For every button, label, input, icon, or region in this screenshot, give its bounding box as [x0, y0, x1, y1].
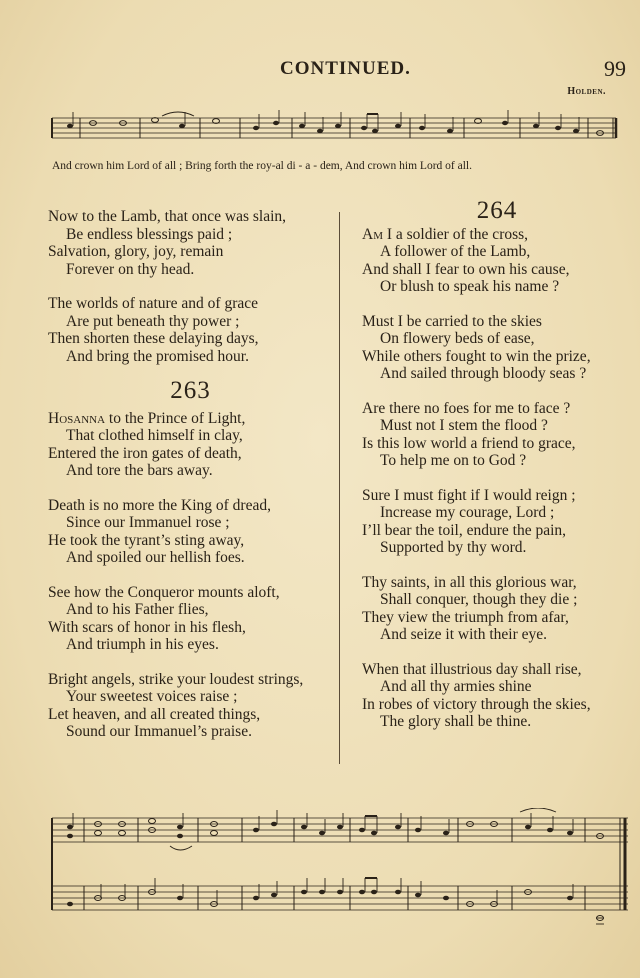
verse-line: They view the triumph from afar, — [362, 608, 569, 626]
verse-line: Must not I stem the flood ? — [380, 417, 548, 434]
verse-line: And tore the bars away. — [66, 462, 213, 479]
stanza — [48, 410, 333, 480]
verse-line: And seize it with their eye. — [380, 626, 548, 643]
verse-line: Forever on thy head. — [66, 260, 195, 278]
verse-line: And to his Father flies, — [66, 601, 209, 618]
hymn-number: 263 — [170, 377, 211, 404]
stanza — [48, 208, 333, 278]
verse-line: Sound our Immanuel’s praise. — [66, 723, 252, 740]
tune-name: Holden. — [567, 86, 606, 97]
hymn-first-word: Am — [362, 225, 383, 243]
verse-line — [48, 410, 333, 428]
verse-line: Are put beneath thy power ; — [66, 312, 240, 330]
verse-line: See how the Conqueror mounts aloft, — [48, 583, 280, 601]
verse-line: With scars of honor in his flesh, — [48, 618, 246, 636]
stanza — [362, 400, 632, 470]
verse-line: Must I be carried to the skies — [362, 312, 542, 330]
page-header — [0, 58, 640, 88]
right-column — [362, 197, 632, 748]
stanza — [48, 497, 333, 567]
stanza — [48, 584, 333, 654]
verse-line: Let heaven, and all created things, — [48, 705, 261, 723]
verse-line: And bring the promised hour. — [66, 347, 249, 365]
verse-line: Thy saints, in all this glorious war, — [362, 573, 577, 591]
verse-line: Salvation, glory, joy, remain — [48, 243, 224, 260]
verse-line: And shall I fear to own his cause, — [362, 260, 570, 278]
verse-line: Your sweetest voices raise ; — [66, 688, 238, 705]
verse-line: Are there no foes for me to face ? — [362, 399, 571, 417]
page-title: CONTINUED. — [280, 58, 411, 79]
verse-line: He took the tyrant’s sting away, — [48, 531, 245, 549]
verse-line: And all thy armies shine — [380, 678, 532, 695]
verse-line: Be endless blessings paid ; — [66, 225, 233, 243]
stanza — [48, 295, 333, 365]
verse-line: And triumph in his eyes. — [66, 636, 219, 653]
verse-line: That clothed himself in clay, — [66, 427, 243, 444]
verse-line: Then shorten these delaying days, — [48, 330, 259, 347]
stanza — [362, 487, 632, 557]
verse-line: I’ll bear the toil, endure the pain, — [362, 521, 567, 539]
verse-line: To help me on to God ? — [380, 452, 527, 469]
stanza — [362, 661, 632, 731]
verse-line: Now to the Lamb, that once was slain, — [48, 208, 287, 225]
verse-line: Sure I must fight if I would reign ; — [362, 486, 576, 504]
verse-line: Since our Immanuel rose ; — [66, 514, 230, 531]
column-divider — [339, 212, 340, 764]
verse-line: Supported by thy word. — [380, 539, 527, 556]
verse-line: Is this low world a friend to grace, — [362, 434, 576, 452]
page-number: 99 — [604, 56, 626, 81]
verse-line: Death is no more the King of dread, — [48, 496, 271, 514]
verse-line: Or blush to speak his name ? — [380, 278, 560, 295]
verse-line: While others fought to win the prize, — [362, 347, 591, 365]
verse-line: The worlds of nature and of grace — [48, 295, 259, 312]
hymn-first-line-rest: I a soldier of the cross, — [382, 225, 529, 243]
verse-line: And spoiled our hellish foes. — [66, 549, 245, 566]
music-staff-bottom — [0, 808, 640, 938]
verse-line: Bright angels, strike your loudest strings, — [48, 670, 304, 688]
hymn-number: 264 — [476, 197, 518, 224]
verse-line: A follower of the Lamb, — [380, 243, 531, 260]
stanza — [362, 313, 632, 383]
verse-line: Shall conquer, though they die ; — [380, 591, 578, 608]
hymn-first-word: Hosanna — [48, 409, 106, 427]
left-column — [48, 208, 333, 758]
verse-line: On flowery beds of ease, — [380, 330, 535, 347]
hymn-first-line-rest: to the Prince of Light, — [105, 409, 246, 427]
verse-line — [362, 226, 632, 244]
music-staff-top — [0, 110, 640, 150]
verse-line: The glory shall be thine. — [380, 713, 532, 730]
stanza — [362, 574, 632, 644]
stanza — [362, 226, 632, 296]
verse-line: Increase my courage, Lord ; — [380, 504, 555, 521]
stanza — [48, 671, 333, 741]
verse-line: When that illustrious day shall rise, — [362, 660, 582, 678]
verse-line: Entered the iron gates of death, — [48, 444, 242, 462]
verse-line: And sailed through bloody seas ? — [380, 365, 587, 382]
music-lyrics-top: And crown him Lord of all ; Bring forth the roy-al di - a - dem, And crown him Lord of all. — [52, 160, 472, 172]
verse-line: In robes of victory through the skies, — [362, 695, 591, 713]
